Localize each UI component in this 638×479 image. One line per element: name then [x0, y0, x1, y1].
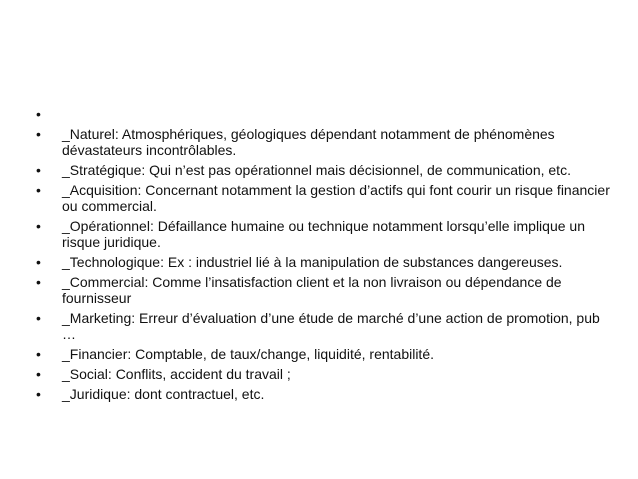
- list-item: [36, 182, 616, 214]
- bullet-icon: •: [36, 274, 41, 290]
- list-item-text: _Social: Conflits, accident du travail ;: [62, 366, 291, 382]
- bullet-icon: •: [36, 106, 41, 122]
- list-item: [36, 218, 616, 250]
- bullet-icon: •: [36, 254, 41, 270]
- bullet-list: [36, 106, 616, 406]
- bullet-icon: •: [36, 162, 41, 178]
- bullet-icon: •: [36, 310, 41, 326]
- bullet-icon: •: [36, 218, 41, 234]
- list-item: [36, 386, 616, 402]
- bullet-icon: •: [36, 126, 41, 142]
- list-item: [36, 162, 616, 178]
- list-item-text: _Acquisition: Concernant notamment la gestion d’actifs qui font courir un risque financier ou commercial.: [62, 182, 610, 214]
- list-item-text: _Marketing: Erreur d’évaluation d’une étude de marché d’une action de promotion, pub …: [62, 310, 600, 342]
- bullet-icon: •: [36, 366, 41, 382]
- list-item: [36, 346, 616, 362]
- list-item-text: _Technologique: Ex : industriel lié à la manipulation de substances dangereuses.: [62, 254, 563, 270]
- list-item: [36, 274, 616, 306]
- list-item: [36, 106, 616, 122]
- list-item: [36, 254, 616, 270]
- bullet-icon: •: [36, 386, 41, 402]
- list-item-text: _Opérationnel: Défaillance humaine ou technique notamment lorsqu’elle implique un risque juridique.: [62, 218, 585, 250]
- list-item: [36, 126, 616, 158]
- list-item-text: _Commercial: Comme l’insatisfaction client et la non livraison ou dépendance de fournisseur: [62, 274, 562, 306]
- list-item-text: _Financier: Comptable, de taux/change, liquidité, rentabilité.: [62, 346, 434, 362]
- bullet-icon: •: [36, 182, 41, 198]
- list-item-text: _Juridique: dont contractuel, etc.: [62, 386, 265, 402]
- list-item-text: _Stratégique: Qui n’est pas opérationnel mais décisionnel, de communication, etc.: [62, 162, 571, 178]
- list-item: [36, 310, 616, 342]
- list-item: [36, 366, 616, 382]
- bullet-icon: •: [36, 346, 41, 362]
- list-item-text: _Naturel: Atmosphériques, géologiques dépendant notamment de phénomènes dévastateurs incontrôlables.: [62, 126, 555, 158]
